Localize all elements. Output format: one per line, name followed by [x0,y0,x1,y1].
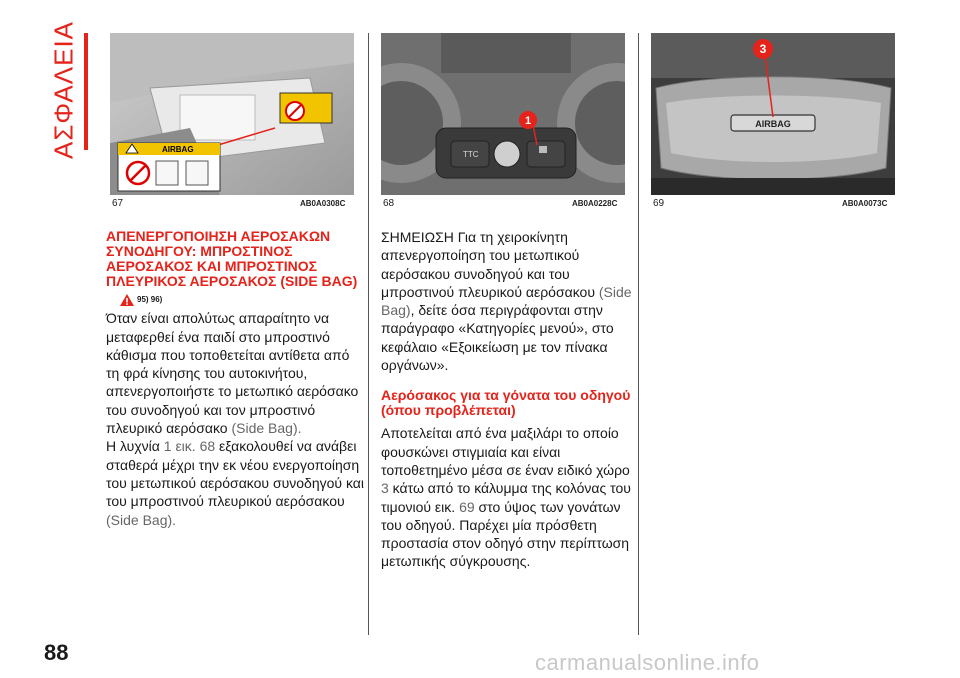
warning-triangle-icon [120,294,134,306]
section-title: ΑΣΦΑΛΕΙΑ [48,20,79,160]
column-divider-1 [368,33,369,635]
knee-airbag-heading: Αερόσακος για τα γόνατα του οδηγού (όπου προβλέπεται) [381,387,631,419]
paragraph-1: Όταν είναι απολύτως απαραίτητο να μεταφερθεί ένα παιδί στο μπροστινό κάθισμα που τοποθετείται αντίθετα από τη φρά κίνησης του αυτοκινήτου, απενεργοποιήστε το μετωπικό αερόσακο του συνοδηγού και τον μπροστινό πλευρικό αερόσακο (Side Bag). [106,310,359,437]
figure-67-code: AB0A0308C [300,199,346,208]
warning-refs-text: 95) 96) [137,295,163,304]
section-heading: ΑΠΕΝΕΡΓΟΠΟΙΗΣΗ ΑΕΡΟΣΑΚΩΝ ΣΥΝΟΔΗΓΟΥ: ΜΠΡΟΣΤΙΝΟΣ ΑΕΡΟΣΑΚΟΣ ΚΑΙ ΜΠΡΟΣΤΙΝΟΣ ΠΛΕΥΡΙΚΟΣ ΑΕΡΟΣΑΚΟΣ (SIDE BAG) [106,228,358,289]
figure-69-code: AB0A0073C [842,199,888,208]
ttc-button-label: TTC [463,150,479,159]
airbag-label-69: AIRBAG [755,119,791,129]
figure-68-number: 68 [383,198,395,209]
figure-69-number: 69 [653,198,665,209]
airbag-label-67: AIRBAG [162,145,194,154]
section-title-bar [84,33,88,150]
left-column [106,229,364,529]
watermark: carmanualsonline.info [535,650,760,675]
figure-67 [110,33,354,195]
figure-67-number: 67 [112,198,124,209]
figure-69 [651,33,895,195]
paragraph-2: Η λυχνία 1 εικ. 68 εξακολουθεί να ανάβει σταθερά μέχρι την εκ νέου ενεργοποίηση του μετωπικού αερόσακου συνοδηγού και του μπροστινού πλευρικού αερόσακου (Side Bag). [106,438,364,528]
figure-68 [381,33,625,195]
column-divider-2 [638,33,639,635]
page-number: 88 [44,640,69,665]
warning-references [120,291,364,309]
callout-1: 1 [524,115,532,127]
middle-column [381,228,633,571]
figure-68-code: AB0A0228C [572,199,618,208]
knee-airbag-paragraph: Αποτελείται από ένα μαξιλάρι το οποίο φουσκώνει στιγμιαία και είναι τοποθετημένο μέσα σε έναν ειδικό χώρο 3 κάτω από το κάλυμμα της κολόνας του τιμονιού εικ. 69 στο ύψος των γονάτων του οδηγού. Παρέχει μία πρόσθετη προστασία στον οδηγό στην περίπτωση μετωπικής σύγκρουσης. [381,425,631,570]
callout-3: 3 [759,42,767,56]
note-paragraph: ΣΗΜΕΙΩΣΗ Για τη χειροκίνητη απενεργοποίηση του μετωπικού αερόσακου συνοδηγού και του μπροστινού πλευρικού αερόσακου (Side Bag), δείτε όσα περιγράφονται στην παράγραφο «Κατηγορίες μενού», στο κεφάλαιο «Εξοικείωση με τον πίνακα οργάνων». [381,229,632,374]
